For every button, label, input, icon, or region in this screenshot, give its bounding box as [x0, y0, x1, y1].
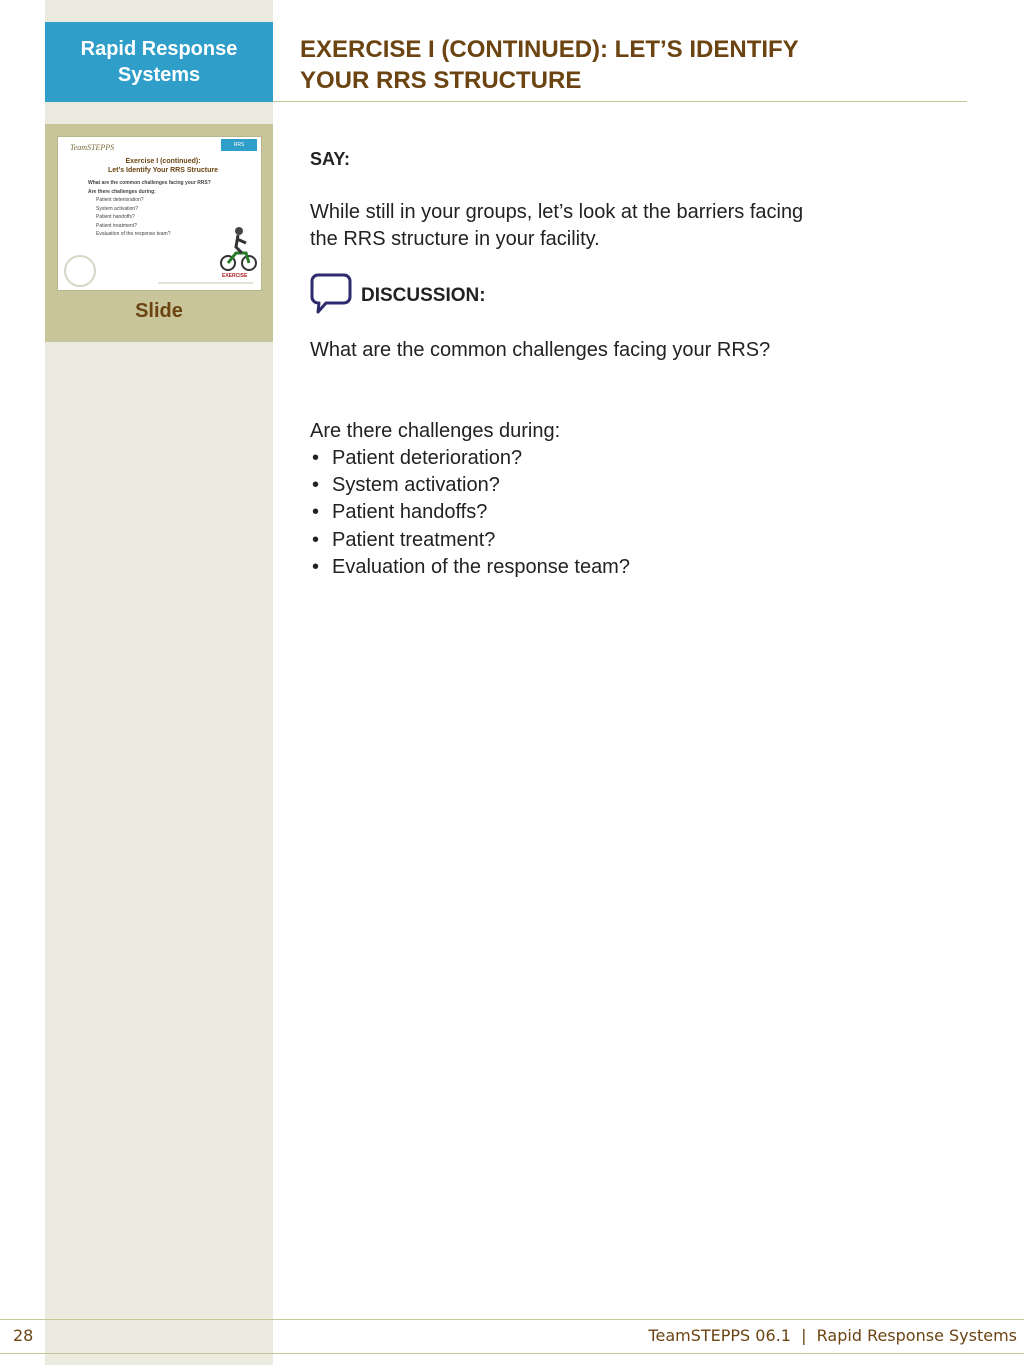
challenge-list	[310, 445, 630, 581]
slide-label: Slide	[135, 300, 183, 322]
page-title-line2: YOUR RRS STRUCTURE	[300, 67, 582, 94]
footer-title: TeamSTEPPS 06.1 | Rapid Response Systems	[648, 1326, 1017, 1345]
thumbnail-list-item: System activation?	[96, 205, 138, 212]
module-tab-line2: Systems	[117, 64, 201, 86]
list-item-text: Evaluation of the response team?	[332, 555, 630, 578]
thumbnail-title-line1: Exercise I (continued):	[125, 158, 201, 165]
list-item-text: Patient handoffs?	[332, 501, 488, 524]
thumbnail-footer-line	[158, 282, 253, 284]
list-item-text: System activation?	[332, 474, 500, 497]
thumbnail-list-item: Are there challenges during:	[88, 188, 156, 195]
page-title	[300, 34, 920, 96]
thumbnail-list-item: Patient deterioration?	[96, 197, 144, 203]
bullet-glyph: •	[312, 447, 320, 469]
bullet-glyph: •	[312, 555, 320, 578]
thumbnail-brand: TeamSTEPPS	[70, 143, 115, 152]
say-text: While still in your groups, let’s look at the barriers facing the RRS structure in your facility.	[310, 201, 804, 250]
bullet-glyph: •	[312, 501, 320, 524]
speech-bubble-icon	[310, 272, 352, 316]
list-item	[310, 527, 630, 554]
page-title-line1: EXERCISE I (CONTINUED): LET’S IDENTIFY	[300, 36, 799, 63]
discussion-heading: DISCUSSION:	[361, 285, 486, 306]
thumbnail-title	[78, 157, 248, 175]
module-tab	[45, 22, 273, 102]
thumbnail-list-item: Patient handoffs?	[96, 214, 135, 220]
list-item	[310, 499, 630, 526]
footer-divider-bottom	[0, 1353, 1024, 1354]
list-item-text: Patient treatment?	[332, 528, 496, 551]
thumbnail-title-line2: Let’s Identify Your RRS Structure	[108, 167, 218, 174]
thumbnail-list-item: Patient treatment?	[96, 222, 137, 229]
bullet-glyph: •	[312, 528, 320, 551]
list-item	[310, 445, 630, 472]
footer-divider-top	[0, 1319, 1024, 1320]
list-item	[310, 472, 630, 499]
bullet-glyph: •	[312, 474, 320, 497]
slide-thumbnail	[57, 136, 262, 291]
page-number: 28	[13, 1326, 34, 1345]
title-divider	[273, 101, 967, 102]
discussion-question-1: What are the common challenges facing your RRS?	[310, 339, 771, 361]
thumbnail-exercise-label: EXERCISE	[222, 273, 248, 279]
thumbnail-list	[88, 179, 211, 239]
thumbnail-list-item: What are the common challenges facing your RRS?	[88, 180, 211, 186]
discussion-question-2: Are there challenges during:	[310, 420, 561, 442]
list-item	[310, 554, 630, 581]
thumbnail-list-item: Evaluation of the response team?	[96, 231, 171, 237]
say-heading: SAY:	[310, 149, 351, 169]
motorcycle-rider-icon	[218, 223, 258, 273]
thumbnail-logo-ring	[64, 255, 96, 287]
module-tab-line1: Rapid Response	[80, 38, 238, 60]
thumbnail-badge: RRS	[221, 139, 257, 151]
list-item-text: Patient deterioration?	[332, 447, 523, 469]
